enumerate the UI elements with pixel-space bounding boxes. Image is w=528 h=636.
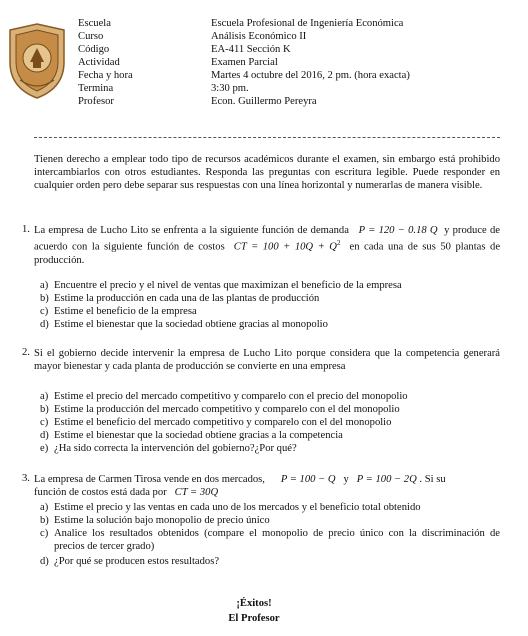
header-value: EA-411 Sección K (211, 44, 291, 55)
closing-signature: El Profesor (228, 613, 280, 624)
item-text: Estime el beneficio de la empresa (54, 306, 197, 317)
list-item (40, 280, 500, 293)
item-letter: c) (40, 306, 49, 317)
item-letter: b) (40, 404, 49, 415)
item-letter: c) (40, 417, 49, 428)
header-label: Fecha y hora (78, 70, 133, 81)
item-letter: b) (40, 515, 49, 526)
header-value: Martes 4 octubre del 2016, 2 pm. (hora exacta) (211, 70, 410, 81)
list-item (40, 293, 500, 306)
item-letter: a) (40, 280, 49, 291)
header-divider (34, 137, 500, 138)
list-item (40, 515, 500, 528)
item-letter: a) (40, 391, 49, 402)
question-text-part: . Si su (419, 474, 446, 485)
item-text: Estime el precio del mercado competitivo y comparelo con el precio del monopolio (54, 391, 408, 402)
header-label: Actividad (78, 57, 120, 68)
item-letter: b) (40, 293, 49, 304)
item-text: Estime el beneficio del mercado competitivo y comparelo con el del monopolio (54, 417, 392, 428)
header-value: Análisis Económico II (211, 31, 307, 42)
question-text (34, 473, 500, 499)
question-number: 3. (22, 473, 30, 484)
closing-exitos: ¡Éxitos! (236, 598, 272, 609)
item-text: Estime el bienestar que la sociedad obtiene gracias a la competencia (54, 430, 343, 441)
list-item (40, 502, 500, 515)
list-item (40, 443, 500, 456)
cost-exponent: 2 (336, 239, 341, 248)
item-text: Estime el bienestar que la sociedad obtiene gracias al monopolio (54, 319, 328, 330)
conjunction: y (343, 474, 349, 485)
question-text: Si el gobierno decide intervenir la empresa de Lucho Lito porque considera que la competencia generará mayor bienestar y cada planta de producción se convierte en una empresa (34, 348, 500, 373)
item-letter: d) (40, 319, 49, 330)
item-text: Estime la producción del mercado competitivo y comparelo con el del monopolio (54, 404, 400, 415)
question-text-part: en cada una de sus 50 plantas de producción. (34, 241, 501, 266)
header-label: Curso (78, 31, 104, 42)
header-label: Escuela (78, 18, 111, 29)
list-item (40, 306, 500, 319)
cost-equation: CT = 100 + 10Q + Q (233, 241, 337, 253)
cost-equation: CT = 30Q (174, 487, 219, 499)
list-item (40, 417, 500, 430)
item-text: Encuentre el precio y el nivel de ventas que maximizan el beneficio de la empresa (54, 280, 402, 291)
list-item (40, 391, 500, 404)
header-label: Profesor (78, 96, 114, 107)
item-letter: c) (40, 528, 49, 539)
demand-equation-2: P = 100 − 2Q (356, 474, 417, 485)
item-text: Estime la producción en cada una de las plantas de producción (54, 293, 320, 304)
list-item (40, 319, 500, 332)
question-text-part: La empresa de Carmen Tirosa vende en dos mercados, (34, 474, 265, 485)
instructions-paragraph: Tienen derecho a emplear todo tipo de recursos académicos durante el examen, sin embargo está prohibido intercambiarlos con otros estudiantes. Responda las preguntas con escritura legible. Puede responder en cualquier orden pero debe separar sus respuestas con una línea horizontal y numerarlas de manera visible. (34, 154, 500, 192)
item-letter: d) (40, 430, 49, 441)
item-letter: e) (40, 443, 49, 454)
list-item (40, 404, 500, 417)
header-label: Código (78, 44, 110, 55)
demand-equation: P = 120 − 0.18 Q (358, 225, 438, 236)
header-label: Termina (78, 83, 114, 94)
question-number: 1. (22, 224, 30, 235)
question-text-part: La empresa de Lucho Lito se enfrenta a la siguiente función de demanda (34, 225, 349, 236)
list-item (40, 528, 500, 554)
header-value: Econ. Guillermo Pereyra (211, 96, 317, 107)
item-text: Estime la solución bajo monopolio de precio único (54, 515, 270, 526)
question-text-part: y produce de acuerdo con la siguiente función de costos (34, 225, 500, 253)
question-text-part: función de costos está dada por (34, 487, 167, 499)
item-letter: a) (40, 502, 49, 513)
list-item (40, 556, 500, 569)
question-text (34, 224, 500, 267)
item-text: Estime el precio y las ventas en cada uno de los mercados y el beneficio total obtenido (54, 502, 421, 513)
list-item (40, 430, 500, 443)
item-letter: d) (40, 556, 49, 567)
header-value: 3:30 pm. (211, 83, 249, 94)
demand-equation-1: P = 100 − Q (280, 474, 336, 485)
university-seal-logo (6, 22, 68, 100)
item-text: ¿Ha sido correcta la intervención del gobierno?¿Por qué? (54, 443, 297, 454)
header-value: Examen Parcial (211, 57, 278, 68)
item-text: Analice los resultados obtenidos (compare el monopolio de precio único con la discriminación de precios de tercer grado) (54, 528, 500, 552)
question-number: 2. (22, 347, 30, 358)
item-text: ¿Por qué se producen estos resultados? (54, 556, 220, 567)
header-value: Escuela Profesional de Ingeniería Económica (211, 18, 404, 29)
